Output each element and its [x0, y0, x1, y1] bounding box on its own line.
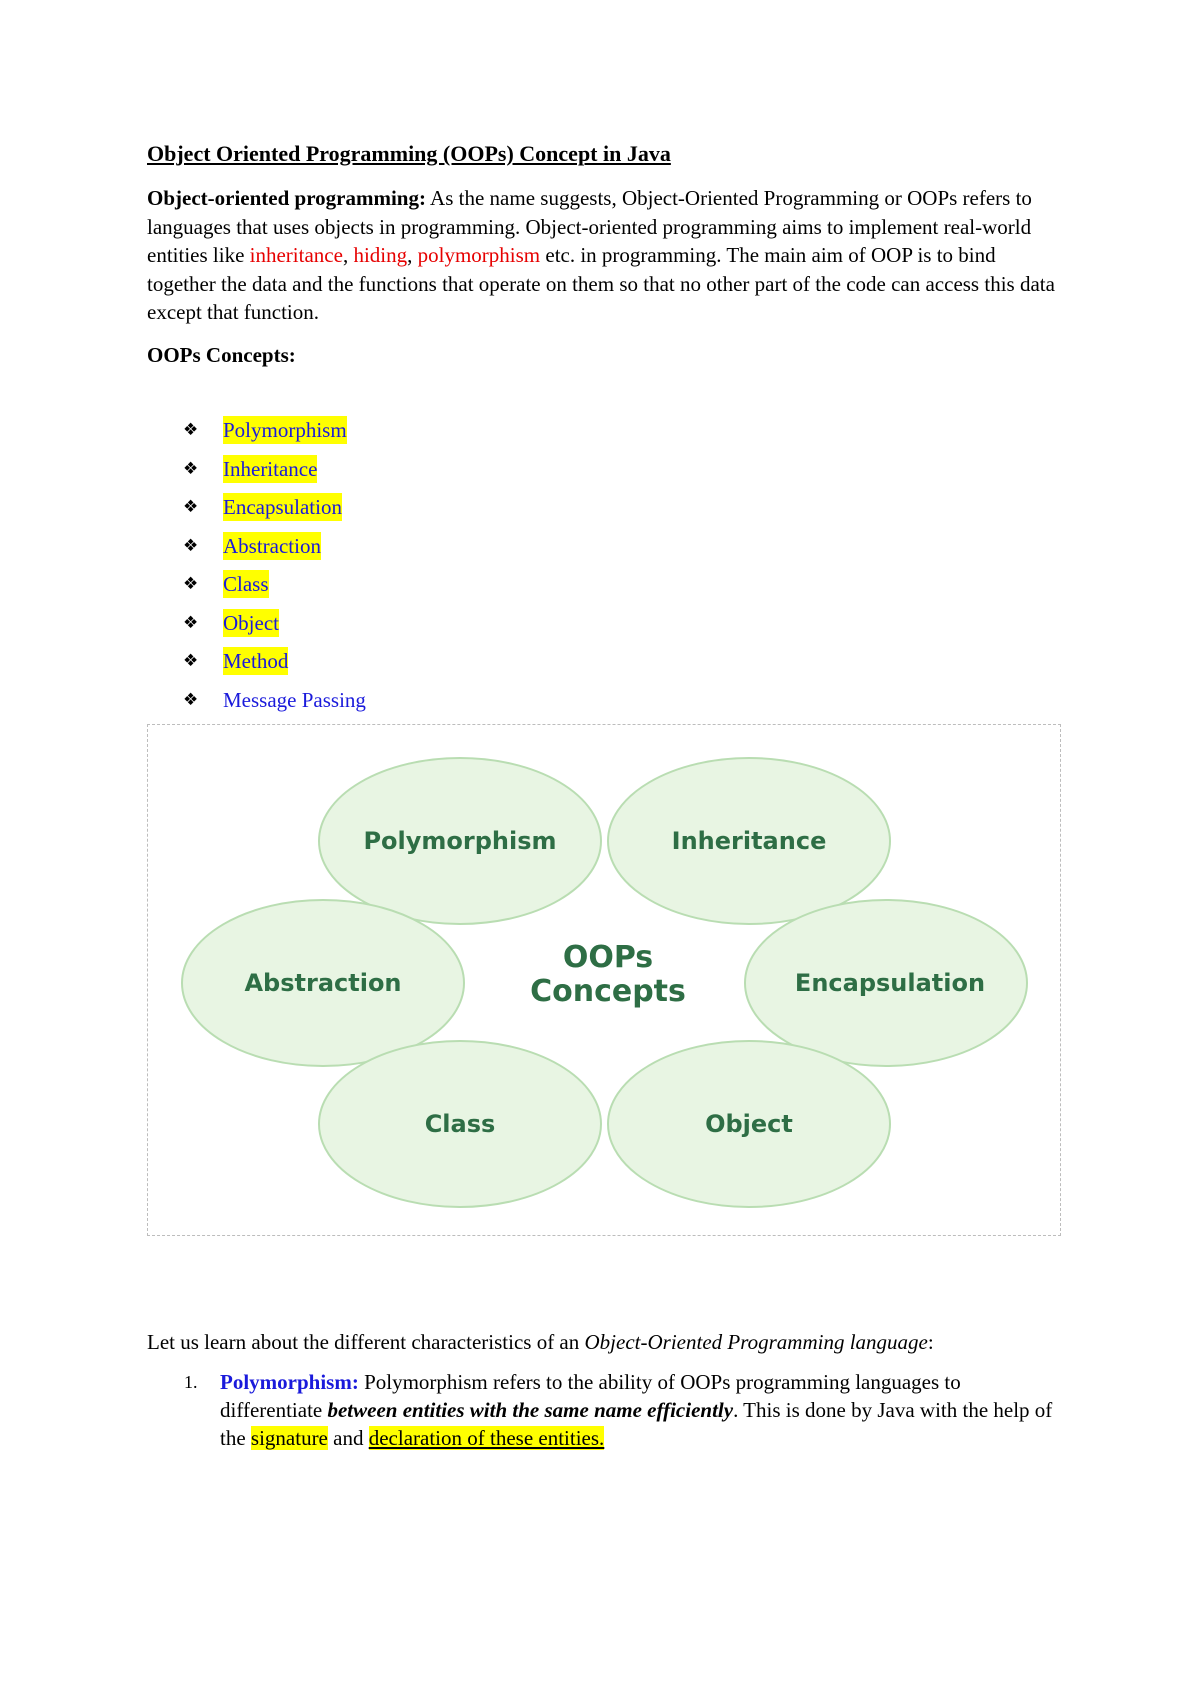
oops-concepts-diagram [147, 724, 1061, 1236]
center-label-line-2: Concepts [530, 974, 686, 1009]
intro-lead: Object-oriented programming: [147, 186, 426, 210]
intro-red-polymorphism: polymorphism [417, 243, 541, 267]
list-number [147, 1368, 220, 1452]
diamond-bullet-icon: ❖ [183, 612, 199, 633]
diamond-bullet-icon: ❖ [183, 651, 199, 671]
intro-sep-1: , [342, 243, 354, 267]
characteristics-intro [147, 1328, 934, 1356]
characteristics-intro-text-2: : [927, 1330, 934, 1354]
concept-link-method[interactable]: Method [223, 649, 289, 673]
node-label-abstraction: Abstraction [244, 969, 402, 997]
concept-link-encapsulation[interactable]: Encapsulation [223, 495, 342, 519]
list-item [183, 416, 366, 455]
intro-text-1: As the name suggests, Object-Oriented Programming or OOPs refers to languages that uses objects in programming. Object-oriented programming aims to implement real-world entities like [147, 186, 1032, 267]
intro-sep-2: , [407, 243, 418, 267]
node-label-encapsulation: Encapsulation [794, 969, 986, 997]
page-title: Object Oriented Programming (OOPs) Concept in Java [147, 141, 671, 166]
characteristics-list [147, 1368, 1067, 1452]
characteristic-text-2: . This is done by Java with the help of the [220, 1398, 1053, 1450]
center-label-line-1: OOPs [562, 940, 654, 975]
concepts-list [183, 416, 366, 724]
concept-link-class[interactable]: Class [223, 572, 269, 596]
diamond-bullet-icon: ❖ [183, 420, 199, 440]
diamond-bullet-icon: ❖ [183, 458, 199, 479]
list-item [183, 493, 366, 532]
diamond-bullet-icon: ❖ [183, 689, 199, 710]
characteristic-label-polymorphism[interactable]: Polymorphism: [220, 1370, 359, 1394]
concept-link-message-passing[interactable]: Message Passing [223, 687, 366, 712]
characteristics-intro-italic: Object-Oriented Programming language [584, 1330, 928, 1354]
list-item [183, 455, 366, 494]
list-item [183, 647, 366, 686]
list-item [183, 609, 366, 648]
list-number-text: 1. [184, 1372, 198, 1392]
diagram-svg [148, 725, 1060, 1235]
intro-text-2: etc. in programming. The main aim of OOP is to bind together the data and the functions that operate on them so that no other part of the code can access this data except that function. [147, 243, 1055, 324]
concept-link-inheritance[interactable]: Inheritance [223, 456, 318, 481]
characteristic-body [220, 1368, 1067, 1452]
intro-paragraph [147, 184, 1057, 327]
characteristic-bold-italic: between entities with the same name efficiently [327, 1398, 734, 1422]
node-label-polymorphism: Polymorphism [363, 827, 557, 855]
characteristic-text-3: and [327, 1426, 369, 1450]
list-item [183, 532, 366, 571]
characteristic-text-1: Polymorphism refers to the ability of OOPs programming languages to differentiate [220, 1370, 961, 1422]
list-item [183, 686, 366, 725]
diamond-bullet-icon: ❖ [183, 497, 199, 517]
concept-link-object[interactable]: Object [223, 610, 279, 635]
concepts-heading: OOPs Concepts: [147, 342, 296, 367]
highlight-signature: signature [250, 1426, 328, 1450]
diamond-bullet-icon: ❖ [183, 535, 199, 556]
node-label-class: Class [424, 1110, 496, 1138]
node-label-object: Object [705, 1110, 793, 1138]
list-item [183, 570, 366, 609]
document-page [147, 140, 1067, 1450]
concept-link-polymorphism[interactable]: Polymorphism [223, 418, 347, 442]
highlight-declaration: declaration of these entities. [368, 1426, 605, 1450]
intro-red-inheritance: inheritance [249, 243, 343, 267]
list-item [147, 1368, 1067, 1452]
characteristics-intro-text-1: Let us learn about the different characteristics of an [147, 1330, 585, 1354]
intro-red-hiding: hiding [353, 243, 408, 267]
node-label-inheritance: Inheritance [671, 827, 827, 855]
concept-link-abstraction[interactable]: Abstraction [223, 533, 321, 558]
diamond-bullet-icon: ❖ [183, 574, 199, 594]
